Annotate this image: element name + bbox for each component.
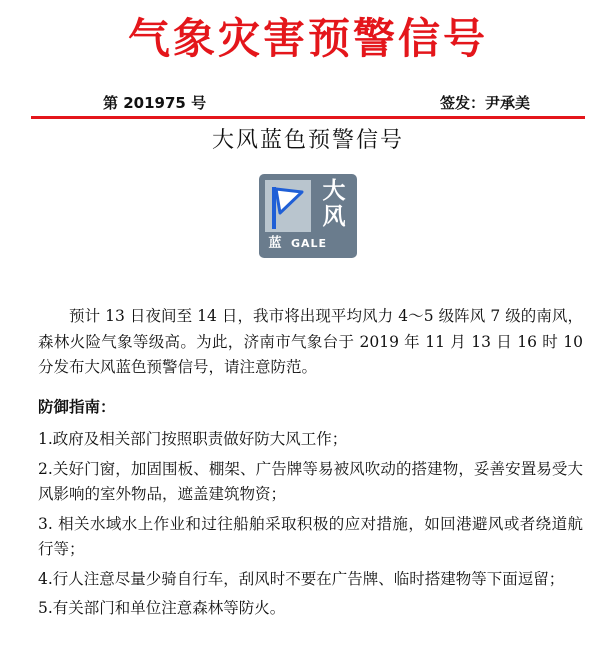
wind-flag-icon	[265, 180, 311, 232]
document-signer: 签发：尹承美	[439, 94, 530, 112]
guide-item: 2.关好门窗，加固围板、棚架、广告牌等易被风吹动的搭建物，妥善安置易受大风影响的室外物品，遮盖建筑物资；	[38, 459, 583, 503]
signal-title: 大风蓝色预警信号	[211, 128, 404, 153]
sign-level-char: 蓝	[268, 236, 282, 251]
gale-blue-warning-sign	[259, 174, 357, 258]
header-divider	[31, 116, 585, 119]
guide-heading: 防御指南：	[38, 398, 116, 416]
guide-item: 5.有关部门和单位注意森林等防火。	[38, 599, 286, 617]
guide-item: 4.行人注意尽量少骑自行车，刮风时不要在广告牌、临时搭建物等下面逗留；	[38, 569, 565, 588]
guide-list	[38, 427, 583, 626]
intro-paragraph: 预计 13 日夜间至 14 日，我市将出现平均风力 4～5 级阵风 7 级的南风，森林火险气象等级高。为此，济南市气象台于 2019 年 11 月 13 日 16 时 10 分发布大风蓝色预警信号，请注意防范。	[38, 307, 583, 376]
sign-char-da: 大	[322, 178, 346, 204]
guide-item: 3. 相关水域水上作业和过往船舶采取积极的应对措施，如回港避风或者绕道航行等；	[38, 514, 583, 558]
sign-char-feng: 风	[322, 204, 346, 230]
flag-icon-panel	[265, 180, 311, 232]
sign-english-label: GALE	[291, 237, 328, 250]
document-header-title: 气象灾害预警信号	[127, 14, 488, 63]
guide-item: 1.政府及相关部门按照职责做好防大风工作；	[38, 430, 348, 448]
document-number: 第 201975 号	[103, 94, 207, 112]
